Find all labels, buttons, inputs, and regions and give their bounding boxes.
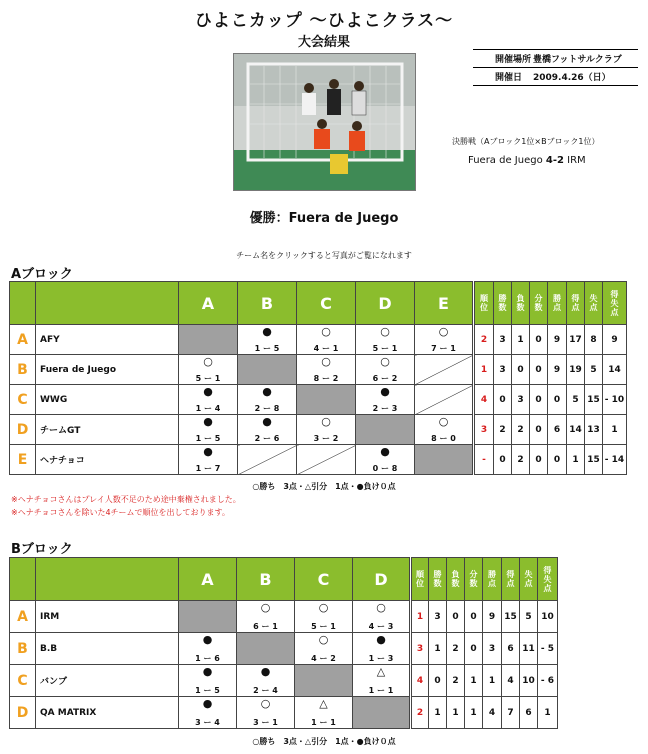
- match-score: 3 ー 2: [313, 434, 339, 443]
- match-cell: [297, 325, 356, 355]
- no-match-cell: [297, 445, 356, 475]
- match-score: 4 ー 1: [313, 344, 339, 353]
- rank-value: 4: [474, 385, 494, 415]
- team-photo: [233, 53, 416, 191]
- stat-header: 失 点: [585, 282, 603, 325]
- match-score: 1 ー 4: [195, 404, 221, 413]
- self-match-cell: [238, 355, 297, 385]
- match-cell: [297, 355, 356, 385]
- column-header-c: C: [295, 558, 353, 601]
- stat-value: 5: [585, 355, 603, 385]
- final-team1[interactable]: Fuera de Juego: [468, 155, 543, 166]
- stat-value: 9: [548, 355, 567, 385]
- team-name[interactable]: AFY: [36, 325, 179, 355]
- match-cell: [415, 415, 474, 445]
- block-b-title: Bブロック: [11, 542, 73, 557]
- match-cell: [237, 697, 295, 729]
- match-score: 2 ー 4: [253, 686, 278, 695]
- no-match-cell: [415, 385, 474, 415]
- result-symbol: ○: [376, 601, 386, 614]
- stat-header: 得 失 点: [538, 558, 558, 601]
- stat-value: 0: [548, 385, 567, 415]
- stat-value: 14: [567, 415, 585, 445]
- stat-value: 4: [483, 697, 502, 729]
- match-cell: [353, 601, 411, 633]
- venue: 豊橋フットサルクラブ: [533, 55, 622, 65]
- final-result: [468, 155, 586, 166]
- table-row: [10, 665, 558, 697]
- team-name[interactable]: ヘナチョコ: [36, 445, 179, 475]
- match-cell: [237, 665, 295, 697]
- match-score: 3 ー 1: [253, 718, 278, 727]
- team-letter: C: [10, 665, 36, 697]
- team-letter: A: [10, 325, 36, 355]
- match-score: 1 ー 5: [195, 686, 220, 695]
- stat-value: 0: [494, 385, 512, 415]
- self-match-cell: [295, 665, 353, 697]
- stat-value: 15: [502, 601, 520, 633]
- result-symbol: ○: [260, 601, 271, 614]
- stat-value: 0: [465, 601, 483, 633]
- final-label: 決勝戦（Aブロック1位×Bブロック1位）: [452, 137, 600, 146]
- team-name[interactable]: チームGT: [36, 415, 179, 445]
- block-a-legend: ○勝ち 3点・△引分 1点・●負け０点: [252, 482, 396, 491]
- table-row: [10, 633, 558, 665]
- stat-value: - 6: [538, 665, 558, 697]
- match-cell: [179, 415, 238, 445]
- result-symbol: ●: [203, 445, 213, 458]
- team-letter: C: [10, 385, 36, 415]
- match-cell: [179, 633, 237, 665]
- match-score: 1 ー 5: [195, 434, 221, 443]
- column-header-d: D: [353, 558, 411, 601]
- click-note: チーム名をクリックすると写真がご覧になれます: [236, 251, 412, 260]
- stat-value: 0: [429, 665, 447, 697]
- stat-header: 負 数: [512, 282, 530, 325]
- stat-header: 分 数: [530, 282, 548, 325]
- result-symbol: ●: [260, 665, 271, 678]
- result-symbol: ●: [380, 385, 390, 398]
- stat-value: 0: [530, 355, 548, 385]
- stat-value: 17: [567, 325, 585, 355]
- block-a-title: Aブロック: [11, 267, 73, 282]
- stat-value: 1: [567, 445, 585, 475]
- match-score: 1 ー 5: [254, 344, 280, 353]
- match-cell: [179, 355, 238, 385]
- stat-value: 1: [429, 697, 447, 729]
- stat-value: 1: [483, 665, 502, 697]
- table-row: [10, 601, 558, 633]
- stat-value: 19: [567, 355, 585, 385]
- block-b-legend: ○勝ち 3点・△引分 1点・●負け０点: [252, 737, 396, 746]
- match-cell: [179, 385, 238, 415]
- self-match-cell: [356, 415, 415, 445]
- block-a-warning-2: ※ヘナチョコさんを除いた4チームで順位を出しております。: [11, 508, 230, 517]
- column-header-b: B: [238, 282, 297, 325]
- self-match-cell: [179, 325, 238, 355]
- match-cell: [353, 665, 411, 697]
- rank-value: 2: [474, 325, 494, 355]
- column-header-b: B: [237, 558, 295, 601]
- column-header-a: A: [179, 558, 237, 601]
- header-row: [10, 282, 627, 325]
- stat-header: 得 失 点: [603, 282, 627, 325]
- rank-value: 4: [411, 665, 429, 697]
- no-match-cell: [415, 355, 474, 385]
- stat-value: 1: [465, 665, 483, 697]
- result-symbol: ○: [380, 325, 390, 338]
- match-score: 3 ー 4: [195, 718, 220, 727]
- result-symbol: △: [376, 665, 386, 678]
- match-score: 5 ー 1: [372, 344, 398, 353]
- stat-header: 順 位: [411, 558, 429, 601]
- match-score: 1 ー 6: [195, 654, 220, 663]
- result-symbol: ●: [203, 385, 213, 398]
- match-score: 7 ー 1: [431, 344, 456, 353]
- team-letter: B: [10, 355, 36, 385]
- stat-value: 1: [512, 325, 530, 355]
- match-cell: [295, 633, 353, 665]
- stat-value: 6: [548, 415, 567, 445]
- stat-value: 0: [530, 445, 548, 475]
- stat-value: 7: [502, 697, 520, 729]
- match-score: 6 ー 1: [253, 622, 278, 631]
- stat-value: 2: [447, 665, 465, 697]
- stat-value: 13: [585, 415, 603, 445]
- result-symbol: ●: [203, 415, 213, 428]
- stat-header: 得 点: [502, 558, 520, 601]
- stat-header: 失 点: [520, 558, 538, 601]
- block-a-table: [9, 281, 627, 475]
- team-letter: D: [10, 415, 36, 445]
- match-cell: [295, 601, 353, 633]
- match-cell: [356, 445, 415, 475]
- match-cell: [238, 385, 297, 415]
- match-score: 4 ー 2: [311, 654, 336, 663]
- stat-value: - 14: [603, 445, 627, 475]
- table-row: [10, 697, 558, 729]
- header-row: [10, 558, 558, 601]
- result-symbol: ○: [321, 355, 331, 368]
- match-score: 5 ー 1: [311, 622, 336, 631]
- stat-value: 9: [548, 325, 567, 355]
- stat-header: 負 数: [447, 558, 465, 601]
- rank-value: 2: [411, 697, 429, 729]
- stat-value: 2: [447, 633, 465, 665]
- result-symbol: ○: [438, 415, 449, 428]
- rank-value: 1: [474, 355, 494, 385]
- rank-value: 1: [411, 601, 429, 633]
- match-score: 5 ー 1: [195, 374, 221, 383]
- stat-value: - 10: [603, 385, 627, 415]
- result-symbol: ●: [262, 385, 272, 398]
- stat-header: 勝 点: [548, 282, 567, 325]
- stat-value: 1: [429, 633, 447, 665]
- self-match-cell: [297, 385, 356, 415]
- result-symbol: ○: [260, 697, 271, 710]
- result-symbol: ○: [318, 601, 329, 614]
- result-symbol: ○: [438, 325, 449, 338]
- event-info: [473, 49, 638, 86]
- match-score: 2 ー 6: [254, 434, 280, 443]
- stat-value: 1: [447, 697, 465, 729]
- rank-value: -: [474, 445, 494, 475]
- stat-value: 15: [585, 385, 603, 415]
- stat-header: 勝 数: [429, 558, 447, 601]
- stat-value: 5: [520, 601, 538, 633]
- date: 2009.4.26（日）: [533, 73, 611, 83]
- match-cell: [353, 633, 411, 665]
- result-symbol: ●: [262, 325, 272, 338]
- stat-value: 11: [520, 633, 538, 665]
- self-match-cell: [415, 445, 474, 475]
- final-score: 4-2: [545, 155, 564, 166]
- match-cell: [238, 325, 297, 355]
- stat-value: 3: [494, 355, 512, 385]
- team-name[interactable]: WWG: [36, 385, 179, 415]
- stat-value: 2: [512, 445, 530, 475]
- stat-value: 9: [603, 325, 627, 355]
- stat-header: 分 数: [465, 558, 483, 601]
- column-header-c: C: [297, 282, 356, 325]
- stat-value: 5: [567, 385, 585, 415]
- stat-value: 0: [548, 445, 567, 475]
- team-name[interactable]: Fuera de Juego: [36, 355, 179, 385]
- team-letter: A: [10, 601, 36, 633]
- stat-value: 0: [530, 415, 548, 445]
- stat-value: 2: [512, 415, 530, 445]
- result-symbol: ●: [202, 633, 213, 646]
- stat-value: 3: [512, 385, 530, 415]
- stat-value: 1: [465, 697, 483, 729]
- self-match-cell: [179, 601, 237, 633]
- stat-value: 9: [483, 601, 502, 633]
- self-match-cell: [237, 633, 295, 665]
- match-cell: [297, 415, 356, 445]
- final-team2[interactable]: IRM: [567, 155, 586, 166]
- result-symbol: ○: [380, 355, 390, 368]
- table-row: [10, 385, 627, 415]
- match-cell: [356, 385, 415, 415]
- block-a-warning-1: ※ヘナチョコさんはプレイ人数不足のため途中棄権されました。: [11, 495, 241, 504]
- stat-value: 0: [447, 601, 465, 633]
- team-letter: D: [10, 697, 36, 729]
- match-cell: [179, 665, 237, 697]
- result-symbol: ○: [321, 325, 331, 338]
- table-row: [10, 325, 627, 355]
- team-letter: B: [10, 633, 36, 665]
- stat-value: 0: [512, 355, 530, 385]
- stat-value: 6: [520, 697, 538, 729]
- match-cell: [179, 445, 238, 475]
- match-score: 0 ー 8: [372, 464, 398, 473]
- header-corner: [36, 558, 179, 601]
- header-corner: [36, 282, 179, 325]
- stat-header: 勝 点: [483, 558, 502, 601]
- stat-value: 15: [585, 445, 603, 475]
- stat-value: 8: [585, 325, 603, 355]
- date-label: 開催日: [495, 73, 523, 83]
- match-cell: [238, 415, 297, 445]
- result-symbol: ●: [380, 445, 390, 458]
- stat-value: 2: [494, 415, 512, 445]
- stat-value: 0: [530, 325, 548, 355]
- match-score: 2 ー 3: [372, 404, 398, 413]
- self-match-cell: [353, 697, 411, 729]
- result-symbol: ●: [262, 415, 272, 428]
- team-name[interactable]: QA MATRIX: [36, 697, 179, 729]
- match-score: 1 ー 1: [311, 718, 336, 727]
- result-symbol: ●: [202, 697, 213, 710]
- match-cell: [415, 325, 474, 355]
- rank-value: 3: [474, 415, 494, 445]
- match-score: 4 ー 3: [368, 622, 394, 631]
- match-cell: [295, 697, 353, 729]
- stat-header: 勝 数: [494, 282, 512, 325]
- stat-value: 3: [494, 325, 512, 355]
- match-score: 8 ー 0: [431, 434, 456, 443]
- stat-value: 0: [465, 633, 483, 665]
- match-score: 2 ー 8: [254, 404, 280, 413]
- stat-value: 6: [502, 633, 520, 665]
- column-header-a: A: [179, 282, 238, 325]
- match-score: 1 ー 1: [368, 686, 394, 695]
- team-name[interactable]: バンブ: [36, 665, 179, 697]
- stat-value: 10: [520, 665, 538, 697]
- rank-value: 3: [411, 633, 429, 665]
- table-row: [10, 355, 627, 385]
- header-corner: [10, 558, 36, 601]
- stat-value: 4: [502, 665, 520, 697]
- match-cell: [179, 697, 237, 729]
- result-symbol: ○: [318, 633, 329, 646]
- team-letter: E: [10, 445, 36, 475]
- match-score: 6 ー 2: [372, 374, 398, 383]
- stat-value: 3: [429, 601, 447, 633]
- table-row: [10, 415, 627, 445]
- team-name[interactable]: B.B: [36, 633, 179, 665]
- stat-value: 0: [530, 385, 548, 415]
- stat-header: 順 位: [474, 282, 494, 325]
- result-symbol: ●: [202, 665, 213, 678]
- result-symbol: ○: [203, 355, 213, 368]
- stat-header: 得 点: [567, 282, 585, 325]
- block-b-table: [9, 557, 558, 729]
- stat-value: 14: [603, 355, 627, 385]
- no-match-cell: [238, 445, 297, 475]
- page-title: ひよこカップ 〜ひよこクラス〜: [194, 11, 454, 31]
- stat-value: 0: [494, 445, 512, 475]
- team-name[interactable]: IRM: [36, 601, 179, 633]
- column-header-d: D: [356, 282, 415, 325]
- stat-value: 1: [603, 415, 627, 445]
- header-corner: [10, 282, 36, 325]
- result-symbol: △: [319, 697, 328, 710]
- column-header-e: E: [415, 282, 474, 325]
- result-symbol: ●: [376, 633, 386, 646]
- result-symbol: ○: [321, 415, 331, 428]
- match-score: 1 ー 3: [368, 654, 394, 663]
- stat-value: 10: [538, 601, 558, 633]
- match-cell: [237, 601, 295, 633]
- page-subtitle: 大会結果: [297, 35, 350, 50]
- stat-value: 3: [483, 633, 502, 665]
- stat-value: - 5: [538, 633, 558, 665]
- winner-banner: 優勝：Fuera de Juego: [249, 211, 399, 226]
- venue-label: 開催場所: [495, 55, 532, 65]
- team-photo-image: [234, 54, 415, 190]
- table-row: [10, 445, 627, 475]
- stat-value: 1: [538, 697, 558, 729]
- match-score: 8 ー 2: [313, 374, 339, 383]
- match-cell: [356, 355, 415, 385]
- match-cell: [356, 325, 415, 355]
- match-score: 1 ー 7: [195, 464, 221, 473]
